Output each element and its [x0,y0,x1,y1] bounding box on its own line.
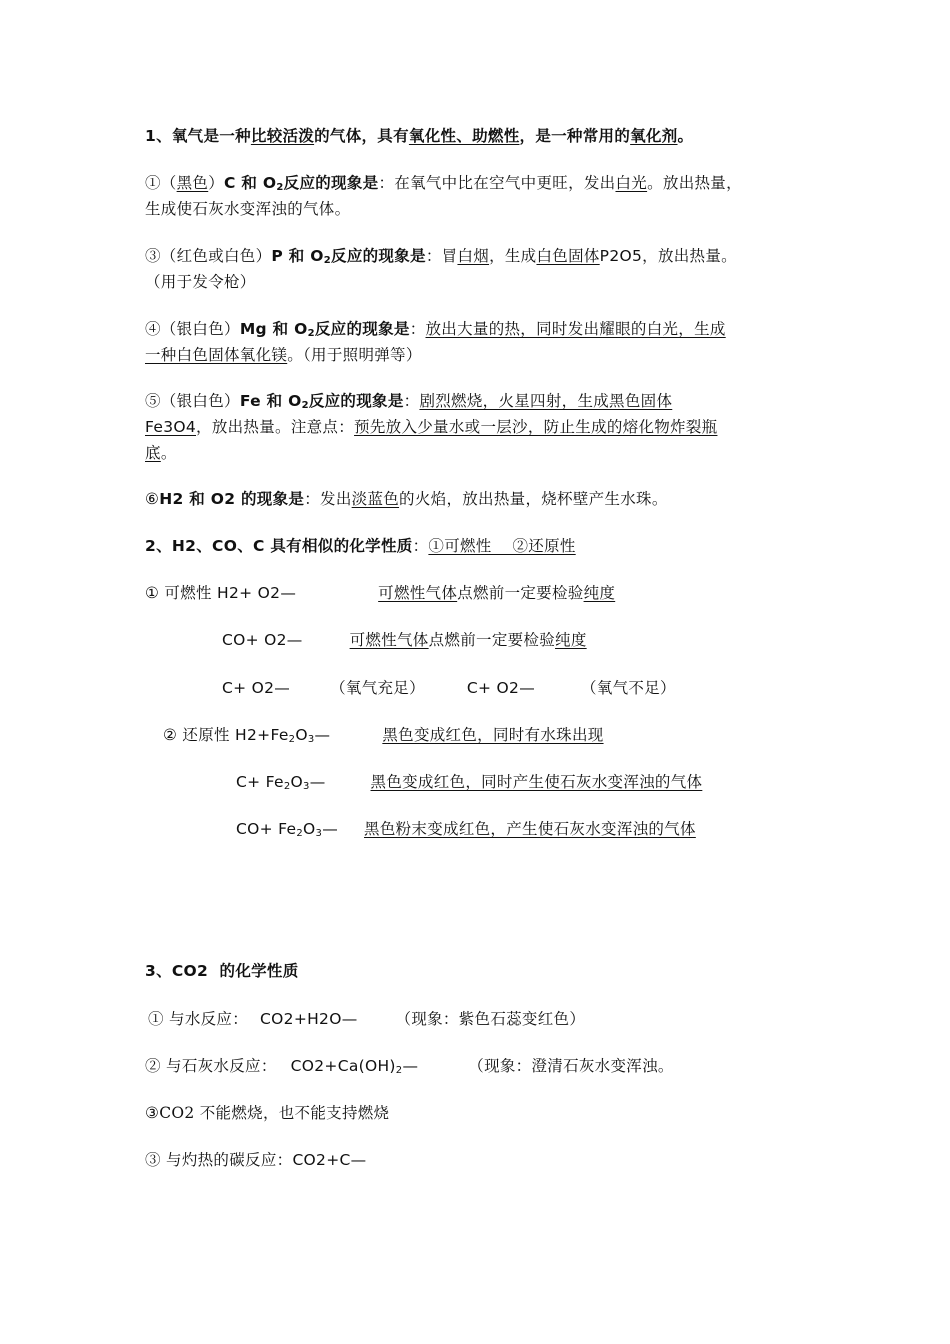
magnesium-reaction-line-1: ④（银白色）Mg 和 $O_2$反应的现象是：放出大量的热，同时发出耀眼的白光，生成 [145,320,726,339]
combustion-co-line: CO+ O2— 可燃性气体点燃前一定要检验纯度 [222,631,587,649]
iron-reaction-line-3: 底。 [145,444,177,462]
section-1-title: 1、氧气是一种比较活泼的气体，具有氧化性、助燃性，是一种常用的氧化剂。 [145,127,694,145]
co2-carbon-line: ③ 与灼热的碳反应：CO2+C— [145,1151,367,1169]
section-2-title: 2、H2、CO、C 具有相似的化学性质：①可燃性 ②还原性 [145,537,576,555]
co2-noncombustible-line: ③CO2 不能燃烧，也不能支持燃烧 [145,1104,390,1122]
combustion-c-line: C+ O2— （氧气充足） C+ O2— （氧气不足） [222,679,676,697]
iron-reaction-line-1: ⑤（银白色）Fe 和 $O_2$反应的现象是：剧烈燃烧，火星四射，生成黑色固体 [145,392,673,411]
hydrogen-reaction-line: ⑥H2 和 O2 的现象是：发出淡蓝色的火焰，放出热量，烧杯壁产生水珠。 [145,490,668,508]
reduction-h2-line: ② 还原性 $H2+Fe_2O_3—$ 黑色变成红色，同时有水珠出现 [163,726,604,745]
phosphorus-reaction-line-2: （用于发令枪） [145,273,256,291]
iron-reaction-line-2: Fe3O4，放出热量。注意点：预先放入少量水或一层沙，防止生成的熔化物炸裂瓶 [145,418,718,436]
magnesium-reaction-line-2: 一种白色固体氧化镁。（用于照明弹等） [145,346,422,364]
carbon-reaction-line-1: ①（黑色）C 和 $O_2$反应的现象是：在氧气中比在空气中更旺，发出白光。放出热量， [145,174,742,193]
co2-limewater-line: ② 与石灰水反应： $CO2+Ca(OH)_2—$ （现象：澄清石灰水变浑浊。 [145,1057,674,1076]
section-3-title: 3、CO2 的化学性质 [145,962,299,980]
phosphorus-reaction-line-1: ③（红色或白色）P 和 $O_2$反应的现象是：冒白烟，生成白色固体P2O5，放出热量。 [145,247,737,266]
co2-water-line: ① 与水反应： CO2+H2O— （现象：紫色石蕊变红色） [148,1010,586,1028]
reduction-co-line: $CO+ Fe_2O_3—$ 黑色粉末变成红色，产生使石灰水变浑浊的气体 [236,820,696,839]
carbon-reaction-line-2: 生成使石灰水变浑浊的气体。 [145,200,351,218]
reduction-c-line: $C+ Fe_2O_3—$ 黑色变成红色，同时产生使石灰水变浑浊的气体 [236,773,703,792]
combustion-h2-line: ① 可燃性 H2+ O2— 可燃性气体点燃前一定要检验纯度 [145,584,616,602]
